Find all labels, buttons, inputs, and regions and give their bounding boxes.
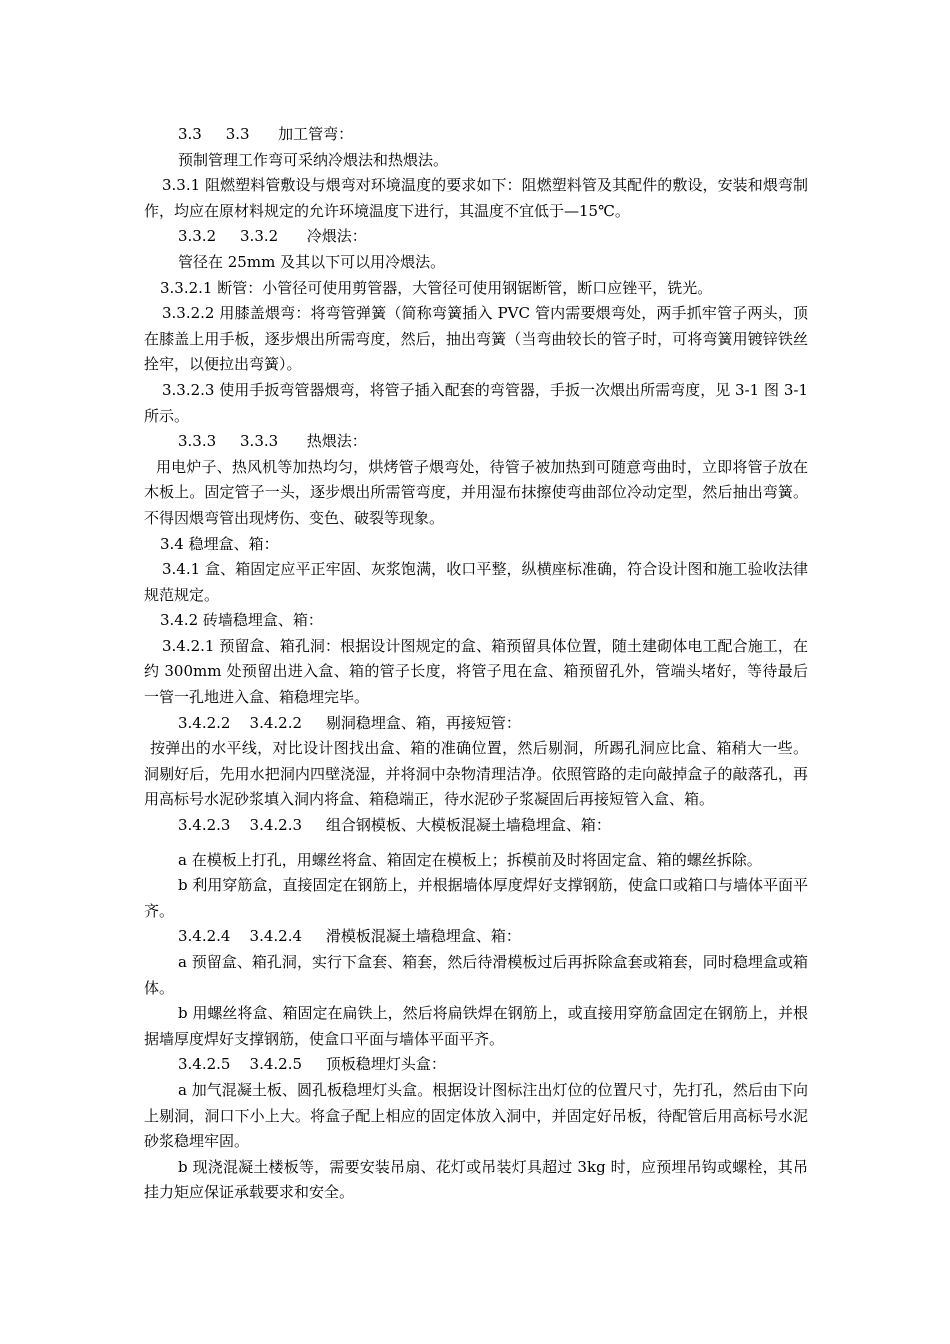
paragraph-spacer <box>144 839 808 848</box>
paragraph: 3.3.2.3 使用手扳弯管器煨弯，将管子插入配套的弯管器，手扳一次煨出所需弯度，见 3-1 图 3-1 所示。 <box>144 380 808 425</box>
paragraph: 3.3.2 3.3.2 冷煨法： <box>178 227 367 246</box>
paragraph: 管径在 25mm 及其以下可以用冷煨法。 <box>178 252 446 271</box>
paragraph: 预制管理工作弯可采纳冷煨法和热煨法。 <box>178 150 449 169</box>
paragraph: 3.4.2.4 3.4.2.4 滑模板混凝土墙稳埋盒、箱： <box>178 927 521 946</box>
paragraph: 3.4.2.3 3.4.2.3 组合钢模板、大模板混凝土墙稳埋盒、箱： <box>178 816 611 835</box>
paragraph: b 用螺丝将盒、箱固定在扁铁上，然后将扁铁焊在钢筋上，或直接用穿筋盒固定在钢筋上，并根据墙厚度焊好支撑钢筋，使盒口平面与墙体平面平齐。 <box>144 1004 808 1048</box>
paragraph: 用电炉子、热风机等加热均匀，烘烤管子煨弯处，待管子被加热到可随意弯曲时，立即将管子放在木板上。固定管子一头，逐步煨出所需管弯度，并用湿布抹擦使弯曲部位冷动定型，然后抽出弯簧。不得因煨弯管出现烤伤、变色、破裂等现象。 <box>144 457 808 527</box>
paragraph: 3.4 稳埋盒、箱： <box>160 534 279 553</box>
paragraph: 3.3.1 阻燃塑料管敷设与煨弯对环境温度的要求如下：阻燃塑料管及其配件的敷设，安装和煨弯制作，均应在原材料规定的允许环境温度下进行，其温度不宜低于—15℃。 <box>144 176 808 220</box>
paragraph: 3.4.2 砖墙稳埋盒、箱： <box>160 611 323 630</box>
document-body <box>144 122 808 1206</box>
paragraph: b 利用穿筋盒，直接固定在钢筋上，并根据墙体厚度焊好支撑钢筋，使盒口或箱口与墙体平面平齐。 <box>144 876 808 920</box>
paragraph: 3.3.2.2 用膝盖煨弯：将弯管弹簧（简称弯簧插入 PVC 管内需要煨弯处，两手抓牢管子两头，顶在膝盖上用手板，逐步煨出所需弯度，然后，抽出弯簧（当弯曲较长的管子时，可将弯簧用镀锌铁丝拴牢，以便拉出弯簧）。 <box>144 304 808 374</box>
paragraph: 3.4.2.5 3.4.2.5 顶板稳埋灯头盒： <box>178 1055 446 1074</box>
paragraph: a 在模板上打孔，用螺丝将盒、箱固定在模板上；拆模前及时将固定盒、箱的螺丝拆除。 <box>178 850 762 869</box>
paragraph: 3.3 3.3 加工管弯： <box>178 125 354 143</box>
paragraph: 3.3.2.1 断管：小管径可使用剪管器，大管径可使用钢锯断管，断口应锉平，铣光。 <box>160 278 713 297</box>
paragraph: 3.4.2.1 预留盒、箱孔洞：根据设计图规定的盒、箱预留具体位置，随土建砌体电工配合施工，在约 300mm 处预留出进入盒、箱的管子长度，将管子甩在盒、箱预留孔外，管端头堵好，等待最后一管一孔地进入盒、箱稳埋完毕。 <box>144 636 808 707</box>
paragraph: 按弹出的水平线，对比设计图找出盒、箱的准确位置，然后剔洞，所踢孔洞应比盒、箱稍大一些。洞剔好后，先用水把洞内四壁浇湿，并将洞中杂物清理洁净。依照管路的走向敲掉盒子的敲落孔，再用高标号水泥砂浆填入洞内将盒、箱稳端正，待水泥砂子浆凝固后再接短管入盒、箱。 <box>144 739 808 809</box>
paragraph: 3.3.3 3.3.3 热煨法： <box>178 432 367 451</box>
paragraph: 3.4.1 盒、箱固定应平正牢固、灰浆饱满，收口平整，纵横座标准确，符合设计图和施工验收法律规范规定。 <box>144 560 808 604</box>
paragraph: b 现浇混凝土楼板等，需要安装吊扇、花灯或吊装灯具超过 3kg 时，应预埋吊钩或螺栓，其吊挂力矩应保证承载要求和安全。 <box>144 1157 808 1202</box>
paragraph: 3.4.2.2 3.4.2.2 剔洞稳埋盒、箱，再接短管： <box>178 713 521 732</box>
paragraph: a 加气混凝土板、圆孔板稳埋灯头盒。根据设计图标注出灯位的位置尺寸，先打孔，然后由下向上剔洞，洞口下小上大。将盒子配上相应的固定体放入洞中，并固定好吊板，待配管后用高标号水泥砂浆稳埋牢固。 <box>144 1080 808 1151</box>
paragraph: a 预留盒、箱孔洞，实行下盒套、箱套，然后待滑模板过后再拆除盒套或箱套，同时稳埋盒或箱体。 <box>144 953 808 997</box>
